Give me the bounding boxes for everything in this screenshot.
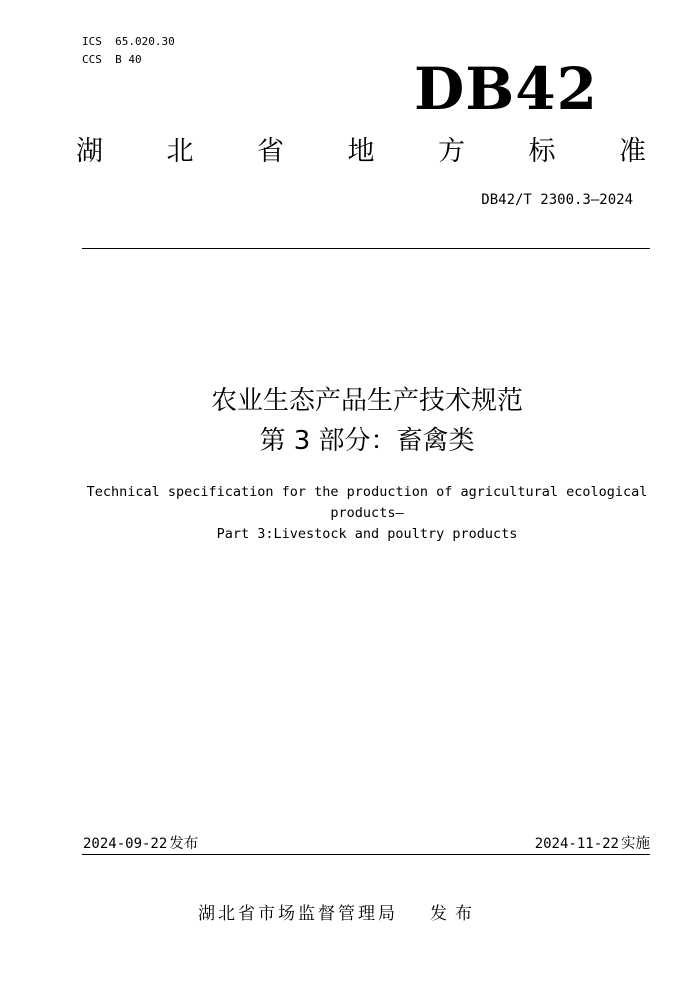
standard-type-char: 北 — [166, 136, 194, 167]
title-english-line-2: products— — [330, 505, 404, 521]
standard-type-char: 方 — [438, 136, 465, 167]
publisher — [198, 902, 480, 926]
standard-type-char: 省 — [257, 136, 284, 167]
standard-number: DB42/T 2300.3—2024 — [481, 192, 633, 208]
standard-type-char: 湖 — [76, 136, 103, 167]
publisher-action: 发布 — [430, 904, 480, 924]
title-english-line-3: Part 3:Livestock and poultry products — [216, 526, 518, 542]
implementation-date — [535, 834, 650, 854]
ccs-code: CCS B 40 — [82, 53, 142, 66]
issue-date-value: 2024-09-22 — [83, 836, 168, 852]
title-chinese-line-2: 第 3 部分：畜禽类 — [259, 426, 475, 456]
standard-type-char: 准 — [619, 136, 646, 167]
standard-type-char: 标 — [528, 136, 556, 167]
implementation-date-value: 2024-11-22 — [534, 836, 619, 852]
standard-type-char: 地 — [347, 136, 375, 167]
footer-divider — [82, 854, 650, 855]
issue-date-label: 发布 — [169, 836, 199, 852]
title-english-line-1: Technical specification for the production of agricultural ecological — [86, 484, 648, 500]
issue-date — [83, 834, 198, 854]
header-divider — [82, 248, 650, 249]
ics-code: ICS 65.020.30 — [82, 35, 175, 48]
title-chinese-line-1: 农业生态产品生产技术规范 — [210, 386, 523, 416]
standard-logo: DB42 — [413, 55, 598, 123]
publisher-name: 湖北省市场监督管理局 — [198, 904, 398, 924]
implementation-date-label: 实施 — [621, 836, 650, 852]
standard-type-heading — [76, 135, 646, 169]
